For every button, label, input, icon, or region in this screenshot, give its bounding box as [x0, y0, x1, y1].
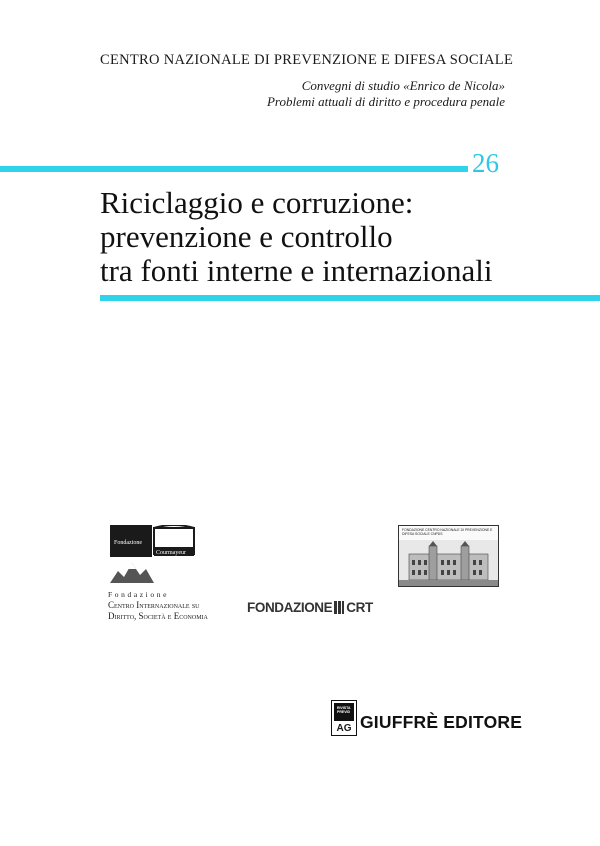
title-line-3: tra fonti interne e internazionali [100, 253, 493, 288]
logo-word-1: Fondazione [114, 540, 142, 546]
crt-left-word: FONDAZIONE [247, 600, 333, 615]
crt-foundation-logo [247, 600, 373, 615]
title-line-2: prevenzione e controllo [100, 219, 393, 254]
courmayeur-foundation-logo [110, 525, 200, 587]
crt-separator-icon [334, 601, 344, 614]
courmayeur-text-3: Diritto, Società e Economia [108, 611, 208, 621]
giuffre-logo-mark [331, 700, 357, 736]
accent-bar-bottom [100, 295, 600, 301]
volume-number: 26 [472, 148, 499, 178]
giuffre-mark-letters: AG [336, 723, 352, 734]
series-line-2: Problemi attuali di diritto e procedura penale [266, 94, 505, 109]
courmayeur-text-1: Fondazione [108, 590, 169, 599]
giuffre-mark-block [334, 703, 354, 721]
title-line-1: Riciclaggio e corruzione: [100, 185, 414, 220]
publisher-name: GIUFFRÈ EDITORE [360, 712, 523, 732]
cnpds-seal-text: FONDAZIONE CENTRO NAZIONALE DI PREVENZIONE E DIFESA SOCIALE CNPDS [402, 528, 493, 536]
book-title [100, 186, 493, 288]
logo-word-2: Courmayeur [156, 550, 186, 556]
series-line-1: Convegni di studio «Enrico de Nicola» [301, 78, 505, 93]
courmayeur-text-2: Centro Internazionale su [108, 600, 200, 610]
giuffre-mark-small-text: RIVISTA PREVID [337, 706, 351, 714]
organization-name: CENTRO NAZIONALE DI PREVENZIONE E DIFESA SOCIALE [100, 52, 514, 68]
accent-bar-top [0, 166, 468, 172]
crt-right-word: CRT [346, 600, 373, 615]
